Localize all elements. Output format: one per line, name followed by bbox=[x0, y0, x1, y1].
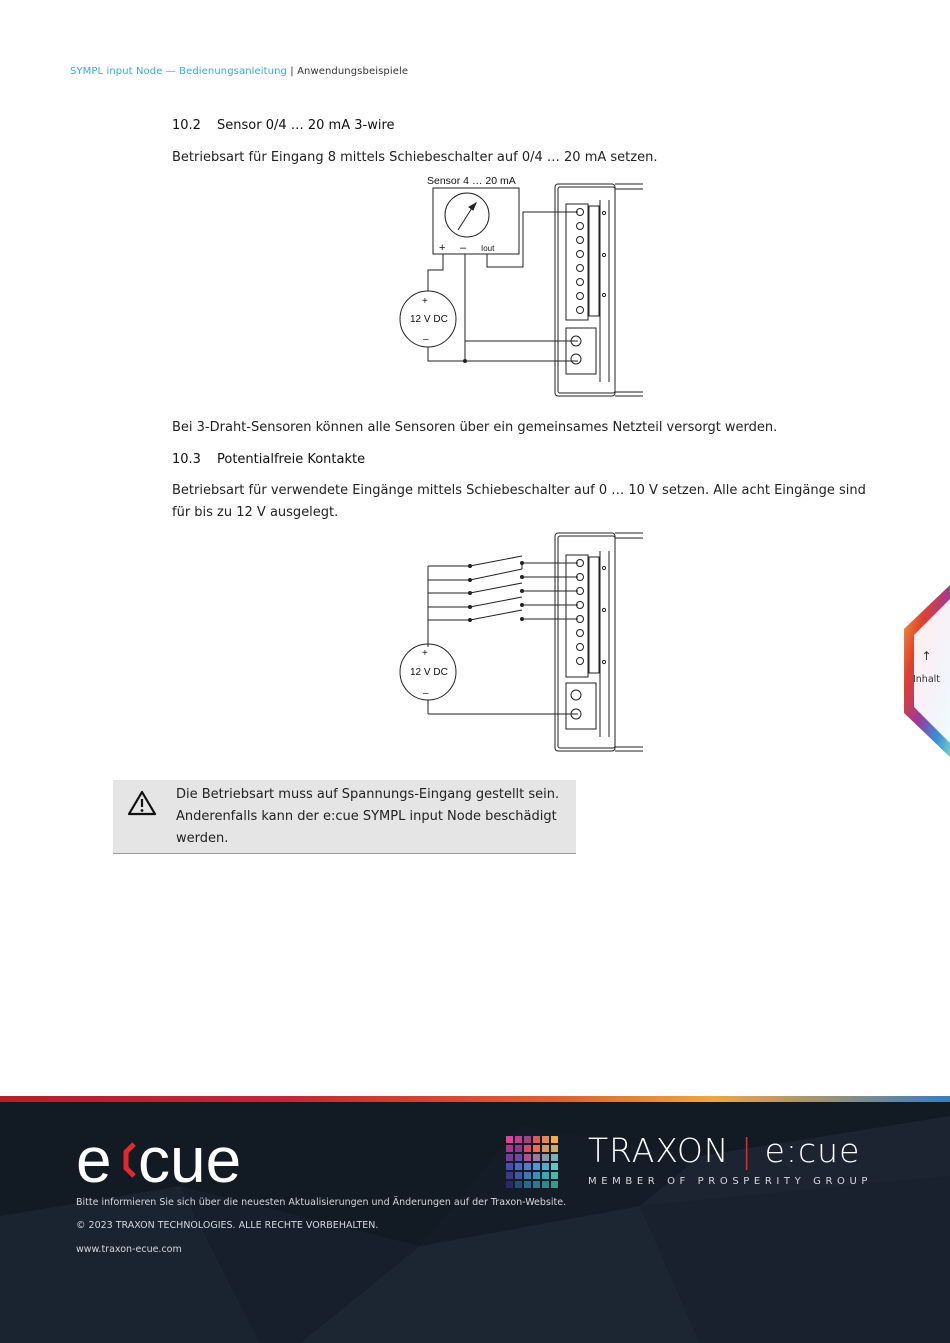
supply-plus: + bbox=[422, 648, 428, 659]
supply-minus: – bbox=[423, 688, 429, 699]
contacts-wiring-diagram bbox=[390, 525, 650, 757]
header-separator: | bbox=[290, 66, 294, 77]
footer-website-link[interactable]: www.traxon-ecue.com bbox=[76, 1244, 182, 1255]
ecue-logo bbox=[76, 1128, 276, 1192]
arrow-up-icon: ↑ bbox=[921, 649, 932, 663]
supply-label: 12 V DC bbox=[410, 667, 448, 678]
device-module bbox=[555, 533, 643, 751]
footer-info-text: Bitte informieren Sie sich über die neuesten Aktualisierungen und Änderungen auf der Traxon-Website. bbox=[76, 1197, 567, 1208]
sensor-label: Sensor 4 … 20 mA bbox=[427, 175, 516, 187]
brand-traxon: TRAXON bbox=[588, 1131, 730, 1170]
device-module bbox=[555, 184, 643, 396]
warning-triangle-icon bbox=[127, 789, 157, 817]
sensor-iout: Iout bbox=[481, 244, 495, 253]
brand-separator: | bbox=[740, 1131, 754, 1170]
section-10-2-note: Bei 3-Draht-Sensoren können alle Sensoren über ein gemeinsames Netzteil versorgt werden. bbox=[172, 420, 778, 435]
section-number: 10.2 bbox=[172, 118, 201, 133]
toc-tab-label: Inhalt bbox=[912, 674, 941, 685]
sensor-plus: + bbox=[439, 242, 446, 254]
section-heading-text: Potentialfreie Kontakte bbox=[217, 452, 366, 467]
section-title: Anwendungsbeispiele bbox=[297, 66, 409, 77]
section-number: 10.3 bbox=[172, 452, 201, 467]
section-heading-10-3 bbox=[172, 452, 365, 467]
supply-plus: + bbox=[422, 296, 428, 307]
sensor-box bbox=[433, 188, 519, 254]
running-header bbox=[70, 66, 408, 77]
footer-copyright: © 2023 TRAXON TECHNOLOGIES. ALLE RECHTE VORBEHALTEN. bbox=[76, 1220, 379, 1231]
sensor-minus: – bbox=[460, 242, 467, 254]
prosperity-mark-icon bbox=[506, 1136, 566, 1188]
logo-e: e bbox=[76, 1128, 112, 1192]
traxon-ecue-wordmark bbox=[588, 1131, 860, 1170]
section-10-3-intro: Betriebsart für verwendete Eingänge mittels Schiebeschalter auf 0 … 10 V setzen. Alle acht Eingänge sind für bis zu 12 V ausgelegt. bbox=[172, 483, 866, 520]
supply-label: 12 V DC bbox=[410, 314, 448, 325]
toc-side-tab[interactable] bbox=[903, 585, 950, 757]
member-line: MEMBER OF PROSPERITY GROUP bbox=[588, 1176, 873, 1187]
tab-background bbox=[903, 585, 950, 757]
brand-ecue: e:cue bbox=[764, 1131, 861, 1170]
sensor-wiring-diagram bbox=[390, 170, 650, 402]
section-heading-text: Sensor 0/4 … 20 mA 3-wire bbox=[217, 118, 395, 133]
junction-dot bbox=[463, 359, 467, 363]
warning-text: Die Betriebsart muss auf Spannungs-Eingang gestellt sein. Anderenfalls kann der e:cue SYMPL input Node beschädigt werden. bbox=[176, 787, 560, 846]
supply-minus: – bbox=[423, 334, 429, 345]
document-title[interactable]: SYMPL input Node — Bedienungsanleitung bbox=[70, 66, 288, 77]
section-heading-10-2 bbox=[172, 118, 395, 133]
logo-cue: cue bbox=[138, 1128, 242, 1192]
section-10-2-intro: Betriebsart für Eingang 8 mittels Schiebeschalter auf 0/4 … 20 mA setzen. bbox=[172, 150, 658, 165]
warning-box bbox=[113, 780, 576, 854]
